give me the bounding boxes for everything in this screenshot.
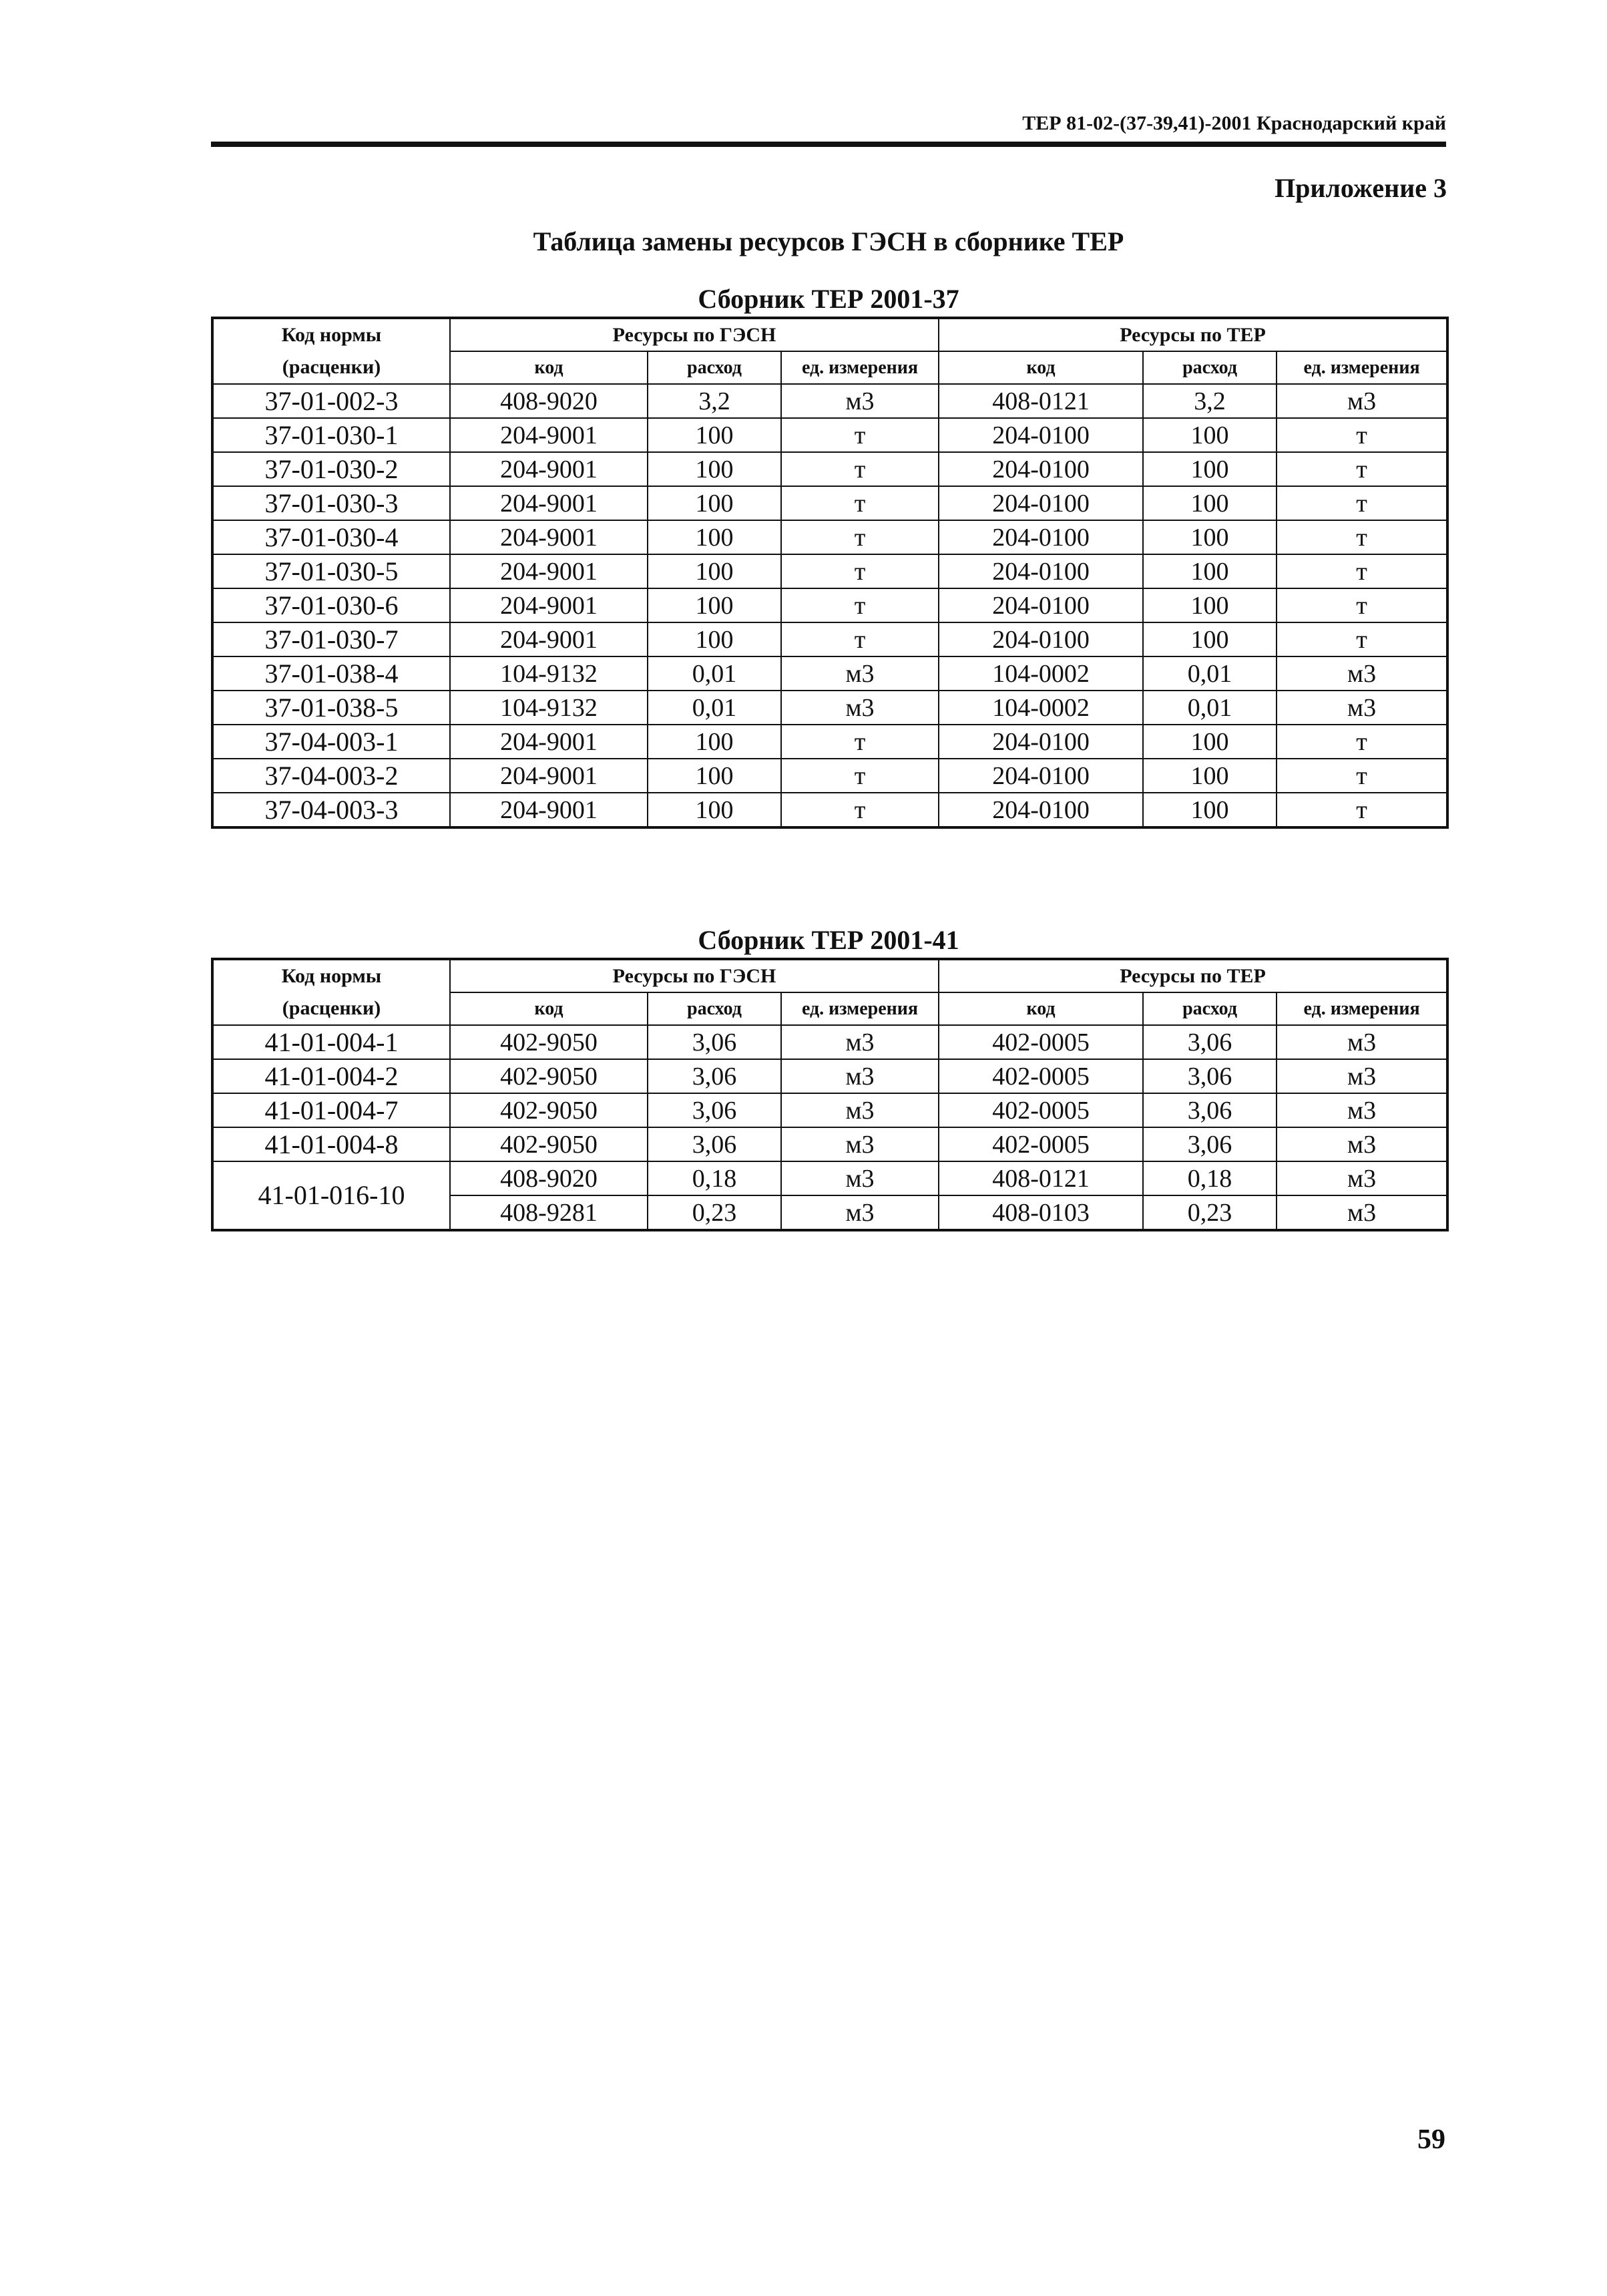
gesn-unit-cell: т	[781, 622, 939, 656]
ter-code-cell: 204-0100	[939, 588, 1143, 622]
norm-header-line2: (расценки)	[282, 356, 381, 378]
table-row	[212, 725, 1447, 759]
gesn-unit-cell: м3	[781, 1025, 939, 1059]
norm-header-line1: Код нормы	[281, 324, 382, 346]
ter-code-cell: 204-0100	[939, 793, 1143, 827]
ter-code-cell: 402-0005	[939, 1093, 1143, 1127]
norm-code-cell: 37-01-030-3	[212, 486, 450, 520]
gesn-code-cell: 204-9001	[450, 759, 648, 793]
gesn-code-header: код	[450, 992, 648, 1025]
gesn-unit-cell: т	[781, 793, 939, 827]
ter-code-cell: 204-0100	[939, 622, 1143, 656]
table-row	[212, 656, 1447, 691]
gesn-unit-header: ед. измерения	[781, 992, 939, 1025]
ter-unit-cell: т	[1277, 588, 1447, 622]
gesn-usage-cell: 100	[648, 588, 781, 622]
gesn-code-cell: 104-9132	[450, 691, 648, 725]
gesn-code-cell: 408-9020	[450, 384, 648, 418]
table-row	[212, 384, 1447, 418]
gesn-usage-cell: 100	[648, 554, 781, 588]
table-row	[212, 793, 1447, 827]
table-row	[212, 759, 1447, 793]
ter-usage-cell: 0,23	[1143, 1195, 1277, 1230]
ter-usage-header: расход	[1143, 351, 1277, 384]
table-row	[212, 452, 1447, 486]
ter-usage-cell: 0,18	[1143, 1161, 1277, 1195]
table-row	[212, 1059, 1447, 1093]
gesn-usage-cell: 0,01	[648, 691, 781, 725]
ter-unit-cell: т	[1277, 725, 1447, 759]
gesn-usage-cell: 3,06	[648, 1059, 781, 1093]
ter-usage-cell: 3,06	[1143, 1059, 1277, 1093]
norm-code-cell: 41-01-016-10	[212, 1161, 450, 1230]
gesn-code-cell: 204-9001	[450, 793, 648, 827]
norm-code-cell: 37-04-003-1	[212, 725, 450, 759]
ter-usage-cell: 100	[1143, 554, 1277, 588]
table-row	[212, 418, 1447, 452]
ter-usage-cell: 3,06	[1143, 1025, 1277, 1059]
ter-unit-cell: м3	[1277, 656, 1447, 691]
gesn-code-cell: 204-9001	[450, 622, 648, 656]
gesn-unit-cell: т	[781, 452, 939, 486]
gesn-code-cell: 104-9132	[450, 656, 648, 691]
running-header: ТЕР 81-02-(37-39,41)-2001 Краснодарский край	[211, 112, 1446, 147]
gesn-usage-header: расход	[648, 351, 781, 384]
ter-usage-cell: 100	[1143, 520, 1277, 554]
ter-code-cell: 402-0005	[939, 1127, 1143, 1161]
gesn-code-cell: 204-9001	[450, 520, 648, 554]
ter-unit-cell: т	[1277, 486, 1447, 520]
gesn-code-header: код	[450, 351, 648, 384]
ter-unit-cell: т	[1277, 452, 1447, 486]
gesn-unit-header: ед. измерения	[781, 351, 939, 384]
table-row	[212, 520, 1447, 554]
gesn-usage-cell: 100	[648, 418, 781, 452]
ter-usage-cell: 100	[1143, 486, 1277, 520]
gesn-code-cell: 204-9001	[450, 588, 648, 622]
section-41-title: Сборник ТЕР 2001-41	[698, 925, 959, 955]
gesn-code-cell: 402-9050	[450, 1127, 648, 1161]
gesn-usage-cell: 3,06	[648, 1127, 781, 1161]
table-row	[212, 1127, 1447, 1161]
gesn-unit-cell: м3	[781, 1161, 939, 1195]
norm-code-cell: 37-04-003-3	[212, 793, 450, 827]
gesn-usage-cell: 3,06	[648, 1093, 781, 1127]
ter-usage-header: расход	[1143, 992, 1277, 1025]
gesn-unit-cell: м3	[781, 1059, 939, 1093]
gesn-code-cell: 204-9001	[450, 452, 648, 486]
ter-code-cell: 408-0121	[939, 1161, 1143, 1195]
gesn-code-cell: 402-9050	[450, 1025, 648, 1059]
ter-usage-cell: 0,01	[1143, 656, 1277, 691]
ter-code-header: код	[939, 992, 1143, 1025]
gesn-unit-cell: т	[781, 554, 939, 588]
norm-code-cell: 41-01-004-8	[212, 1127, 450, 1161]
ter-code-cell: 104-0002	[939, 656, 1143, 691]
gesn-unit-cell: м3	[781, 656, 939, 691]
ter-code-cell: 104-0002	[939, 691, 1143, 725]
norm-code-cell: 37-01-030-4	[212, 520, 450, 554]
ter-group-header: Ресурсы по ТЕР	[939, 318, 1447, 351]
ter-code-cell: 204-0100	[939, 554, 1143, 588]
ter-usage-cell: 100	[1143, 418, 1277, 452]
ter-unit-cell: т	[1277, 554, 1447, 588]
ter-code-cell: 402-0005	[939, 1025, 1143, 1059]
table-row	[212, 588, 1447, 622]
gesn-code-cell: 408-9281	[450, 1195, 648, 1230]
gesn-usage-cell: 100	[648, 520, 781, 554]
ter-usage-cell: 100	[1143, 793, 1277, 827]
ter-unit-header: ед. измерения	[1277, 351, 1447, 384]
ter-usage-cell: 100	[1143, 452, 1277, 486]
table-row	[212, 1025, 1447, 1059]
norm-code-cell: 37-01-038-5	[212, 691, 450, 725]
gesn-usage-cell: 3,2	[648, 384, 781, 418]
ter-unit-cell: м3	[1277, 1025, 1447, 1059]
norm-code-cell: 37-01-030-2	[212, 452, 450, 486]
ter-unit-cell: м3	[1277, 384, 1447, 418]
ter-code-header: код	[939, 351, 1143, 384]
table-row	[212, 1093, 1447, 1127]
ter-unit-cell: т	[1277, 793, 1447, 827]
ter-code-cell: 204-0100	[939, 725, 1143, 759]
table-row	[212, 1161, 1447, 1195]
gesn-usage-cell: 100	[648, 793, 781, 827]
ter-unit-header: ед. измерения	[1277, 992, 1447, 1025]
ter-unit-cell: т	[1277, 520, 1447, 554]
gesn-code-cell: 204-9001	[450, 725, 648, 759]
norm-header-line1: Код нормы	[281, 965, 382, 987]
ter-code-cell: 204-0100	[939, 418, 1143, 452]
gesn-unit-cell: м3	[781, 1127, 939, 1161]
table-row	[212, 622, 1447, 656]
ter-unit-cell: т	[1277, 622, 1447, 656]
gesn-usage-cell: 0,18	[648, 1161, 781, 1195]
gesn-unit-cell: т	[781, 588, 939, 622]
norm-code-cell: 37-04-003-2	[212, 759, 450, 793]
norm-header	[212, 959, 450, 1025]
gesn-unit-cell: т	[781, 725, 939, 759]
table-row	[212, 554, 1447, 588]
norm-code-cell: 37-01-030-7	[212, 622, 450, 656]
gesn-unit-cell: т	[781, 520, 939, 554]
ter-group-header: Ресурсы по ТЕР	[939, 959, 1447, 992]
norm-code-cell: 37-01-038-4	[212, 656, 450, 691]
ter-unit-cell: т	[1277, 418, 1447, 452]
gesn-usage-header: расход	[648, 992, 781, 1025]
gesn-code-cell: 204-9001	[450, 554, 648, 588]
ter-unit-cell: м3	[1277, 691, 1447, 725]
norm-header-line2: (расценки)	[282, 997, 381, 1019]
gesn-unit-cell: т	[781, 486, 939, 520]
ter-usage-cell: 3,2	[1143, 384, 1277, 418]
gesn-unit-cell: т	[781, 759, 939, 793]
ter-unit-cell: м3	[1277, 1195, 1447, 1230]
ter-usage-cell: 3,06	[1143, 1127, 1277, 1161]
gesn-unit-cell: м3	[781, 384, 939, 418]
table-row	[212, 691, 1447, 725]
section-37-title: Сборник ТЕР 2001-37	[698, 284, 959, 314]
page-number: 59	[1417, 2124, 1445, 2155]
section-41-table	[211, 958, 1449, 1231]
table-row	[212, 486, 1447, 520]
ter-usage-cell: 100	[1143, 725, 1277, 759]
ter-code-cell: 204-0100	[939, 759, 1143, 793]
ter-code-cell: 204-0100	[939, 486, 1143, 520]
ter-unit-cell: м3	[1277, 1093, 1447, 1127]
ter-usage-cell: 100	[1143, 622, 1277, 656]
gesn-unit-cell: м3	[781, 1093, 939, 1127]
norm-code-cell: 41-01-004-1	[212, 1025, 450, 1059]
gesn-unit-cell: м3	[781, 691, 939, 725]
gesn-usage-cell: 100	[648, 725, 781, 759]
ter-code-cell: 402-0005	[939, 1059, 1143, 1093]
norm-code-cell: 41-01-004-2	[212, 1059, 450, 1093]
gesn-unit-cell: т	[781, 418, 939, 452]
ter-unit-cell: м3	[1277, 1127, 1447, 1161]
ter-code-cell: 204-0100	[939, 520, 1143, 554]
gesn-group-header: Ресурсы по ГЭСН	[450, 959, 939, 992]
appendix-label: Приложение 3	[1275, 173, 1447, 203]
ter-unit-cell: м3	[1277, 1161, 1447, 1195]
gesn-usage-cell: 100	[648, 759, 781, 793]
ter-code-cell: 408-0103	[939, 1195, 1143, 1230]
norm-code-cell: 37-01-002-3	[212, 384, 450, 418]
norm-code-cell: 41-01-004-7	[212, 1093, 450, 1127]
gesn-code-cell: 402-9050	[450, 1059, 648, 1093]
ter-usage-cell: 0,01	[1143, 691, 1277, 725]
gesn-usage-cell: 0,23	[648, 1195, 781, 1230]
gesn-usage-cell: 100	[648, 486, 781, 520]
gesn-code-cell: 408-9020	[450, 1161, 648, 1195]
norm-code-cell: 37-01-030-6	[212, 588, 450, 622]
norm-header	[212, 318, 450, 384]
gesn-unit-cell: м3	[781, 1195, 939, 1230]
ter-code-cell: 408-0121	[939, 384, 1143, 418]
gesn-group-header: Ресурсы по ГЭСН	[450, 318, 939, 351]
document-title: Таблица замены ресурсов ГЭСН в сборнике ТЕР	[533, 226, 1124, 256]
norm-code-cell: 37-01-030-1	[212, 418, 450, 452]
ter-unit-cell: т	[1277, 759, 1447, 793]
ter-usage-cell: 100	[1143, 759, 1277, 793]
ter-unit-cell: м3	[1277, 1059, 1447, 1093]
ter-code-cell: 204-0100	[939, 452, 1143, 486]
gesn-code-cell: 402-9050	[450, 1093, 648, 1127]
gesn-usage-cell: 3,06	[648, 1025, 781, 1059]
gesn-code-cell: 204-9001	[450, 486, 648, 520]
gesn-usage-cell: 0,01	[648, 656, 781, 691]
gesn-usage-cell: 100	[648, 622, 781, 656]
ter-usage-cell: 100	[1143, 588, 1277, 622]
gesn-code-cell: 204-9001	[450, 418, 648, 452]
norm-code-cell: 37-01-030-5	[212, 554, 450, 588]
ter-usage-cell: 3,06	[1143, 1093, 1277, 1127]
section-37-table	[211, 317, 1449, 829]
gesn-usage-cell: 100	[648, 452, 781, 486]
